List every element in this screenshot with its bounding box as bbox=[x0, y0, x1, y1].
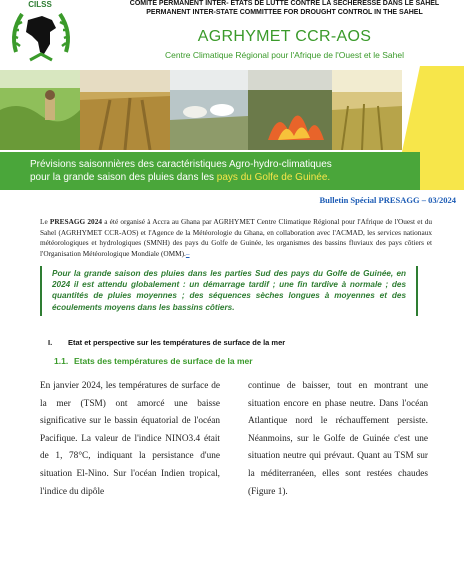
section-title: Etat et perspective sur les températures de surface de la mer bbox=[68, 338, 286, 347]
header-line-fr: COMITE PERMANENT INTER- ETATS DE LUTTE CONTRE LA SECHERESSE DANS LE SAHEL bbox=[129, 0, 440, 7]
section-heading-1-1 bbox=[54, 356, 253, 366]
summary-box: Pour la grande saison des pluies dans les parties Sud des pays du Golfe de Guinée, en 2024 il est attendu globalement : un démarrage tardif ; une fin tardive à normale ; des quantités de pluies moyennes ; des séquences sèches longues à moyennes et des écoulements moyens dans les bassins côtiers. bbox=[40, 266, 418, 316]
photo-crops bbox=[332, 70, 402, 150]
logo-text: CILSS bbox=[28, 0, 52, 9]
banner-title-line2 bbox=[30, 171, 410, 184]
photo-millet bbox=[80, 70, 170, 150]
bulletin-label: Bulletin Spécial PRESAGG – 03/2024 bbox=[319, 195, 456, 205]
photo-bushfire bbox=[248, 70, 332, 150]
subsection-title: Etats des températures de surface de la mer bbox=[74, 356, 253, 366]
intro-presagg: PRESAGG 2024 bbox=[49, 217, 103, 226]
banner-title-highlight: pays du Golfe de Guinée. bbox=[216, 172, 331, 183]
intro-text-start: Le bbox=[40, 217, 50, 226]
cilss-logo bbox=[6, 2, 76, 64]
subsection-number: 1.1. bbox=[54, 356, 69, 366]
photo-cattle bbox=[170, 70, 248, 150]
body-column-right: continue de baisser, tout en montrant une situation encore en phase neutre. Dans l'océan Atlantique nord le réchauffement persiste. Néanmoins, sur le Golfe de Guinée c'est une situation neutre qui prévaut. Quant au TSM sur la méditerranéen, elles sont restées chaudes (Figure 1). bbox=[248, 381, 428, 497]
section-number: I. bbox=[48, 338, 53, 347]
header-line-en: PERMANENT INTER-STATE COMMITTEE FOR DROUGHT CONTROL IN THE SAHEL bbox=[146, 9, 423, 16]
intro-link[interactable]: – bbox=[185, 248, 190, 258]
banner-title-line1: Prévisions saisonnières des caractéristiques Agro-hydro-climatiques bbox=[30, 159, 332, 170]
section-heading-1 bbox=[48, 338, 285, 347]
org-subtitle: Centre Climatique Régional pour l'Afrique de l'Ouest et le Sahel bbox=[164, 50, 405, 60]
org-title: AGRHYMET CCR-AOS bbox=[197, 28, 372, 45]
banner-title bbox=[0, 152, 420, 190]
intro-text: a été organisé à Accra au Ghana par AGRHYMET Centre Climatique Régional pour l'Afrique de l'Ouest et du Sahel (AGRHYMET CCR-AOS) et l'Agence de la Météorologie du Ghana, en collaboration avec l'ACMAD, les services nationaux météorologiques et hydrologiques (SMNH) des pays du Golfe de Guinée, les organismes des bassins fluviaux des pays côtiers et l'Organisation Météorologique Mondiale (OMM). bbox=[40, 217, 432, 258]
banner-title-line2-text: pour la grande saison des pluies dans les bbox=[30, 172, 217, 183]
photo-rice-field bbox=[0, 70, 80, 150]
intro-paragraph bbox=[40, 217, 432, 259]
body-column-left: En janvier 2024, les températures de surface de la mer (TSM) ont amorcé une baisse significative sur le bassin équatorial de l'océan Pacifique. La valeur de l'indice NINO3.4 était de 1, 78°C, indiquant la persistance d'une situation El-Nino. Sur l'océan Indien tropical, l'indice du dipôle bbox=[40, 381, 220, 497]
